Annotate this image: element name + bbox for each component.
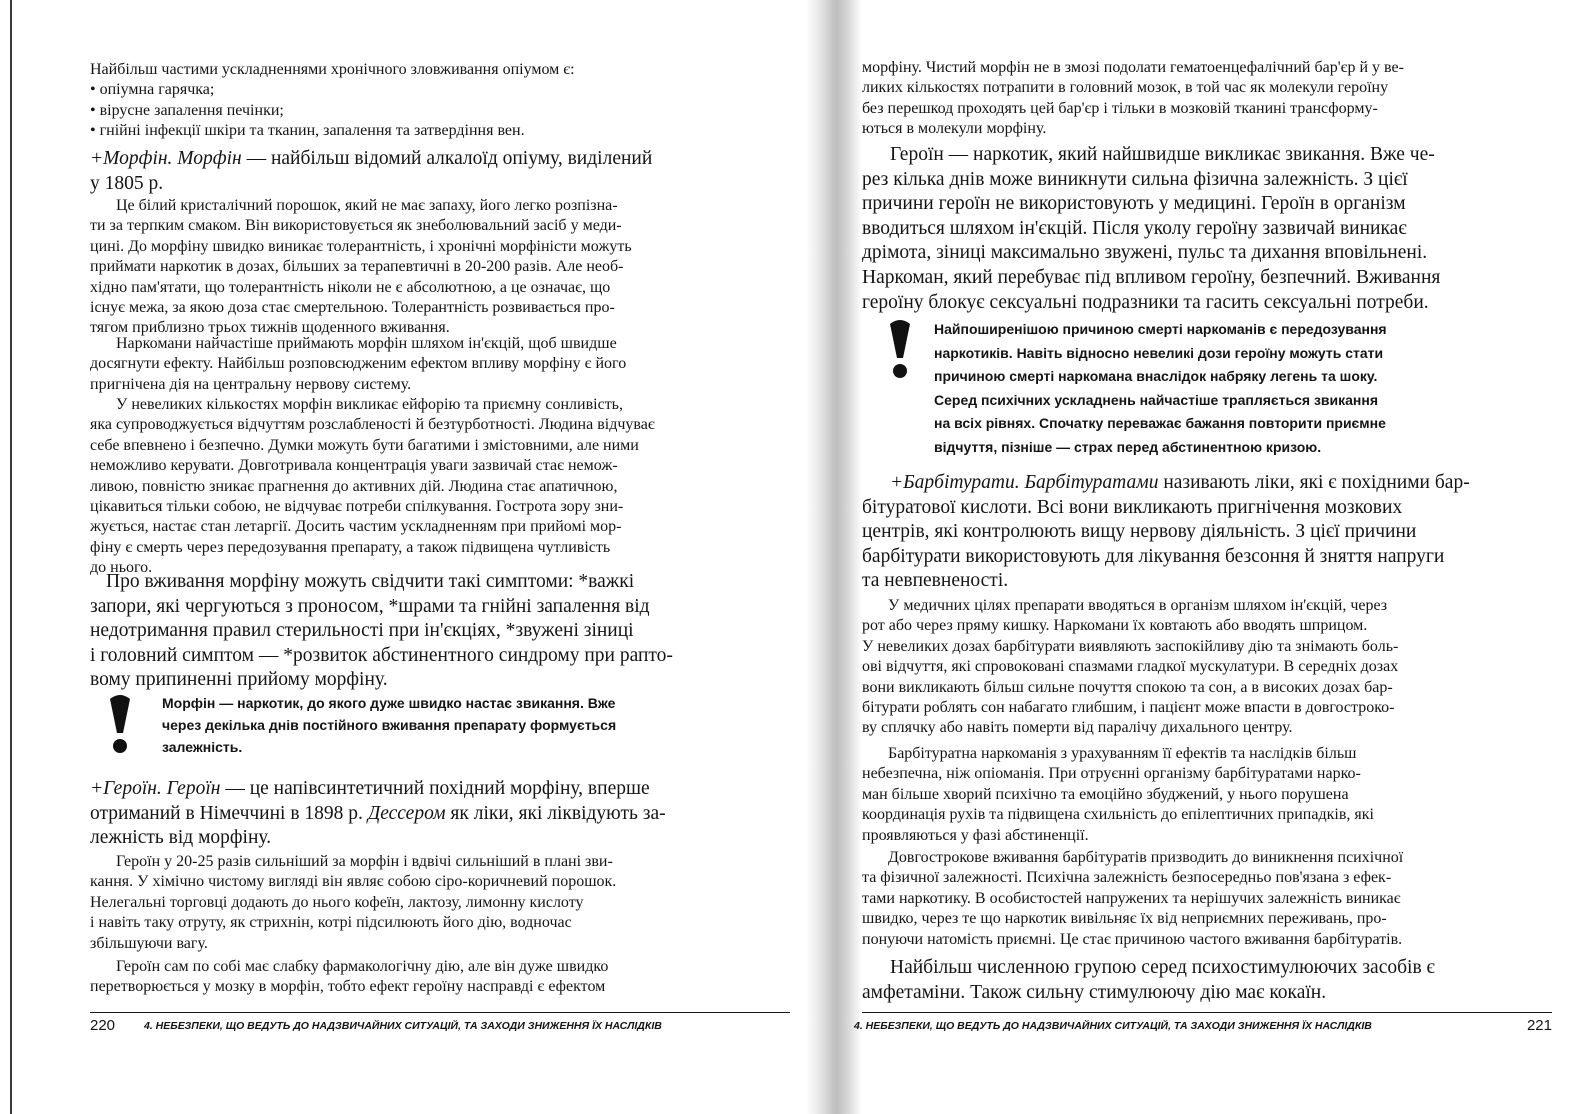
barbiturates-lead-text: називають ліки, які є похідними бар- бітуратової кислоти. Всі вони викликають пригнічення мозкових центрів, які контролюють вищу нервову діяльність. З цієї причини барбітурати використовують для лікування безсоння й зняття напруги та невпевненості. bbox=[862, 472, 1470, 592]
barbiturates-paragraph: Довгострокове вживання барбітуратів призводить до виникнення психічної та фізичної залежності. Психічна залежність безпосередньо пов'язана з ефек- тами наркотику. В особистостей напружених та нерішучих залежність виникає швидко, через те що наркотик вивільняє їх від неприємних переживань, про- понуючи натомість приємні. Це стає причиною частого вживання барбітуратів. bbox=[862, 849, 1404, 948]
heroin-lead-text-end: як ліки, які ліквідують за- лежність від морфіну. bbox=[90, 802, 666, 849]
morphine-warning-note: Морфін — наркотик, до якого дуже швидко настає звикання. Вже через декілька днів постійного вживання препарату формується залежність. bbox=[162, 695, 617, 755]
barbiturates-paragraph: Барбітуратна наркоманія з урахуванням її ефектів та наслідків більш небезпечна, ніж опіоманія. При отруєнні організму барбітуратами нарко- ман більше хворий психічно та емоційно збуджений, у нього порушена координація рухів та підвищена схильність до епілептичних припадків, які проявляються у фазі абстиненції. bbox=[862, 745, 1374, 844]
opium-complications-list: Найбільш частими ускладненнями хронічного зловживання опіумом є: • опіумна гарячка; • вірусне запалення печінки; • гнійні інфекції шкіри та тканин, запалення та затвердіння вен. bbox=[90, 61, 575, 140]
morphine-lead bbox=[90, 147, 790, 196]
morphine-paragraph: У невеликих кількостях морфін викликає ейфорію та приємну сонливість, яка супроводжується відчуттям розслабленості й безтурботності. Людина відчуває себе впевнено і безпечно. Думки можуть бути багатими і змістовними, але ними неможливо керувати. Довготривала концентрація уваги зазвичай стає немож- ливою, повністю зникає прагнення до активних дій. Людина стає апатичною, цікавиться тільки собою, не відчуває потреби спілкування. Гострота зору зни- жується, настає стан летаргії. Досить частим ускладненням при прийомі мор- фіну є смерть через передозування препарату, а також підвищена чутливість до нього. bbox=[90, 396, 655, 577]
morphine-lead-text: — найбільш відомий алкалоїд опіуму, виділений у 1805 р. bbox=[90, 148, 653, 194]
footer-rule bbox=[90, 1012, 790, 1013]
morphine-heading: +Морфін. Морфін bbox=[90, 148, 242, 169]
heroin-summary: Героїн — наркотик, який найшвидше викликає звикання. Вже че- рез кілька днів може виникнути сильна фізична залежність. З цієї причини героїн не використовують у медицині. Героїн в організм вводиться шляхом ін'єкцій. Після уколу героїну зазвичай виникає дрімота, зіниці максимально звужені, пульс та дихання вповільнені. Наркоман, який перебуває під впливом героїну, безпечний. Вживання героїну блокує сексуальні подразники та гасить сексуальні потреби. bbox=[862, 144, 1441, 313]
binding-edge-line bbox=[10, 0, 12, 1114]
morphine-paragraph: Це білий кристалічний порошок, який не має запаху, його легко розпізна- ти за терпким смаком. Він використовується як знеболювальний засіб у меди- цині. До морфіну швидко виникає толерантність, і хронічні морфіністи можуть приймати наркотик в дозах, більших за терапевтичні в 20-200 разів. Але необ- хідно пам'ятати, що толерантність ніколи не є абсолютною, а це означає, що існує межа, за якою доза стає смертельною. Толерантність розвивається про- тягом приблизно трьох тижнів щоденного вживання. bbox=[90, 197, 632, 337]
running-footer: 4. НЕБЕЗПЕКИ, ЩО ВЕДУТЬ ДО НАДЗВИЧАЙНИХ СИТУАЦІЙ, ТА ЗАХОДИ ЗНИЖЕННЯ ЇХ НАСЛІДКІВ bbox=[144, 1020, 662, 1032]
exclamation-icon bbox=[888, 318, 912, 380]
barbiturates-paragraph: У медичних цілях препарати вводяться в організм шляхом ін'єкцій, через рот або через пряму кишку. Наркомани їх ковтають або вводять шприцом. У невеликих дозах барбітурати виявляють заспокійливу дію та знімають боль- ові відчуття, які спровоковані спазмами гладкої мускулатури. В середніх дозах вони викликають більш сильне почуття спокою та сон, а в високих дозах бар- бітурати роблять сон набагато глибшим, і пацієнт може впасти в довгостроко- ву сплячку або навіть померти від паралічу дихального центру. bbox=[862, 597, 1399, 737]
heroin-lead-text: — це напівсинтетичний похідний морфіну, вперше отриманий в Німеччині в 1898 р. bbox=[90, 778, 650, 824]
left-page bbox=[90, 0, 790, 1114]
book-gutter-shadow bbox=[806, 0, 862, 1114]
heroin-lead bbox=[90, 777, 790, 851]
heroin-continuation: морфіну. Чистий морфін не в змозі подолати гематоенцефалічний бар'єр й у ве- ликих кількостях потрапити в головний мозок, в той час як молекули героїну без перешкод проходять цей бар'єр і тільки в мозковій тканині трансформу- ються в молекули морфіну. bbox=[862, 59, 1404, 138]
page-number: 221 bbox=[1526, 1017, 1552, 1034]
heroin-paragraph: Героїн сам по собі має слабку фармакологічну дію, але він дуже швидко перетворюється у мозку в морфін, тобто ефект героїну насправді є ефектом bbox=[90, 958, 609, 996]
page-number: 220 bbox=[90, 1017, 116, 1034]
exclamation-icon bbox=[108, 693, 132, 755]
morphine-paragraph: Наркомани найчастіше приймають морфін шляхом ін'єкцій, щоб швидше досягнути ефекту. Найбільш розповсюдженим ефектом впливу морфіну є його пригнічена дія на центральну нервову систему. bbox=[90, 335, 627, 393]
footer-rule bbox=[862, 1012, 1552, 1013]
amphetamines-paragraph: Найбільш численною групою серед психостимулюючих засобів є амфетаміни. Також сильну стимулюючу дію має кокаїн. bbox=[862, 957, 1435, 1003]
heroin-warning-note: Найпоширенішою причиною смерті наркоманів є передозування наркотиків. Навіть відносно невеликі дози героїну можуть стати причиною смерті наркомана внаслідок набряку легень та шоку. Серед психічних ускладнень найчастіше трапляється звикання на всіх рівнях. Спочатку переважає бажання повторити приємне відчуття, пізніше — страх перед абстинентною кризою. bbox=[934, 321, 1387, 455]
barbiturates-lead bbox=[862, 471, 1552, 594]
heroin-heading: +Героїн. Героїн bbox=[90, 778, 221, 799]
heroin-inventor-name: Дессером bbox=[367, 802, 446, 824]
barbiturates-heading: +Барбітурати. Барбітуратами bbox=[890, 472, 1159, 493]
morphine-symptoms: Про вживання морфіну можуть свідчити такі симптоми: *важкі запори, які чергуються з проносом, *шрами та гнійні запалення від недотримання правил стерильності при ін'єкціях, *звужені зіниці і головний симптом — *розвиток абстинентного синдрому при рапто- вому припиненні прийому морфіну. bbox=[90, 571, 673, 691]
right-page bbox=[854, 0, 1552, 1114]
running-footer: 4. НЕБЕЗПЕКИ, ЩО ВЕДУТЬ ДО НАДЗВИЧАЙНИХ СИТУАЦІЙ, ТА ЗАХОДИ ЗНИЖЕННЯ ЇХ НАСЛІДКІВ bbox=[854, 1020, 1372, 1032]
heroin-paragraph: Героїн у 20-25 разів сильніший за морфін і вдвічі сильніший в плані зви- кання. У хімічно чистому вигляді він являє собою сіро-коричневий порошок. Нелегальні торговці додають до нього кофеїн, лактозу, лимонну кислоту і навіть таку отруту, як стрихнін, котрі підсилюють його дію, водночас збільшуючи вагу. bbox=[90, 853, 617, 952]
